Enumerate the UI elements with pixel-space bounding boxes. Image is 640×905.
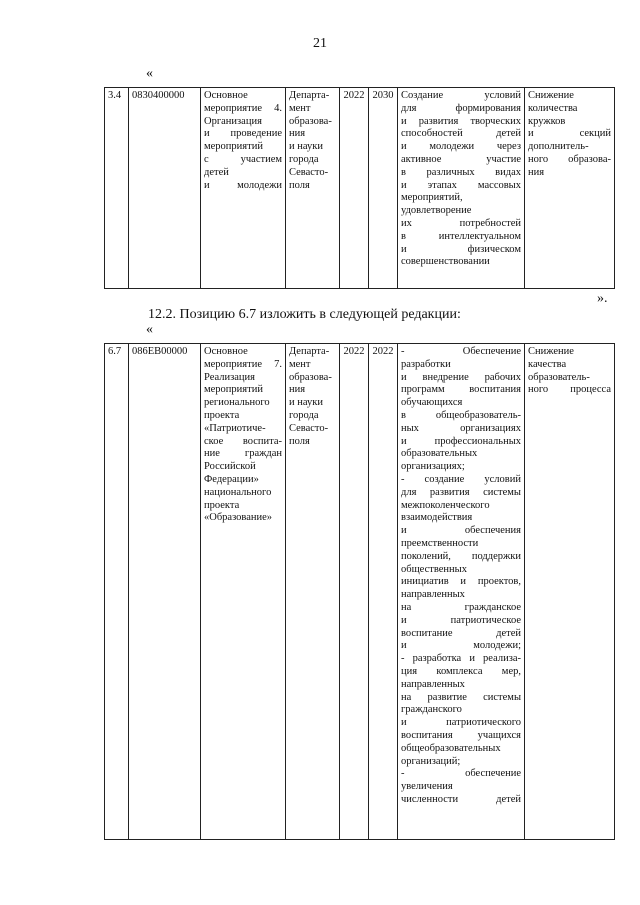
cell-text-line: мероприятие 4. [204, 102, 282, 114]
cell-text-line: «Образование» [204, 512, 273, 524]
cell-text-line: Создание условий [401, 90, 521, 101]
cell-text-line: активное участие [401, 153, 521, 165]
row-department [286, 88, 340, 289]
cell-text-line: их потребностей [401, 217, 521, 229]
cell-text-line: на развитие системы [401, 691, 521, 703]
cell-text-line: в интеллектуальном [401, 230, 521, 242]
cell-text-line: и физическом [401, 243, 521, 255]
cell-text-line: разработки [401, 358, 451, 370]
cell-text-line: и патриотического [401, 717, 521, 729]
page-number: 21 [313, 36, 327, 51]
cell-text-line: и молодежи; [401, 640, 521, 652]
cell-text-line: ного процесса [528, 384, 611, 396]
row-number: 3.4 [105, 88, 129, 289]
row-number: 6.7 [105, 344, 129, 840]
row-end-year: 2022 [369, 344, 398, 840]
cell-text-line: и обеспечения [401, 525, 521, 537]
cell-text-line: Департа- [289, 90, 330, 101]
cell-text-line: способностей детей [401, 128, 521, 140]
cell-text-line: национального [204, 486, 272, 498]
cell-text-line: мент [289, 358, 311, 370]
cell-text-line: мероприятий, [401, 192, 463, 204]
cell-text-line: направленных [401, 589, 465, 601]
cell-text-line: Российской [204, 461, 256, 473]
cell-text-line: поля [289, 435, 310, 447]
cell-text-line: направленных [401, 678, 465, 690]
table-row [105, 344, 615, 840]
cell-text-line: качества [528, 358, 567, 370]
row-end-year: 2030 [369, 88, 398, 289]
cell-text-line: с участием [204, 153, 282, 165]
cell-text-line: удовлетворение [401, 205, 472, 217]
cell-text-line: дополнитель- [528, 141, 589, 153]
cell-text-line: Реализация [204, 371, 255, 383]
row-code: 0830400000 [129, 88, 201, 289]
cell-text-line: численности детей [401, 793, 521, 805]
cell-text-line: общеобразовательных [401, 742, 501, 754]
cell-text-line: кружков [528, 115, 566, 127]
cell-text-line: Основное [204, 90, 248, 101]
cell-text-line: количества [528, 102, 578, 114]
cell-text-line: «Патриотиче- [204, 422, 266, 434]
row-activity-name [201, 344, 286, 840]
cell-text-line: Севасто- [289, 166, 329, 178]
cell-text-line: и этапах массовых [401, 179, 521, 191]
cell-text-line: мероприятие 7. [204, 358, 282, 370]
cell-text-line: мероприятий [204, 384, 263, 396]
cell-text-line: Организация [204, 115, 262, 127]
cell-text-line: ние граждан [204, 448, 282, 460]
cell-text-line: организациях; [401, 461, 465, 473]
table-row [105, 88, 615, 289]
cell-text-line: детей [204, 166, 229, 178]
cell-text-line: и профессиональных [401, 435, 521, 447]
cell-text-line: Департа- [289, 346, 330, 357]
cell-text-line: гражданского [401, 704, 462, 716]
cell-text-line: - разработка и реализа- [401, 653, 521, 665]
cell-text-line: и молодежи [204, 179, 282, 191]
row-start-year: 2022 [340, 344, 369, 840]
cell-text-line: образовательных [401, 448, 478, 460]
cell-text-line: - обеспечение [401, 768, 521, 780]
cell-text-line: на гражданское [401, 601, 521, 613]
cell-text-line: организаций; [401, 755, 461, 767]
cell-text-line: обучающихся [401, 397, 463, 409]
closing-quote: ». [597, 291, 608, 306]
cell-text-line: ния [289, 128, 306, 140]
cell-text-line: ское воспита- [204, 435, 282, 447]
cell-text-line: Севасто- [289, 422, 329, 434]
cell-text-line: поля [289, 179, 310, 191]
cell-text-line: ных организациях [401, 422, 521, 434]
cell-text-line: ного образова- [528, 153, 611, 165]
cell-text-line: инициатив и проектов, [401, 576, 521, 588]
cell-text-line: и секций [528, 128, 611, 140]
cell-text-line: Федерации» [204, 473, 259, 485]
cell-text-line: образова- [289, 371, 332, 383]
cell-text-line: для формирования [401, 102, 521, 114]
cell-text-line: образова- [289, 115, 332, 127]
cell-text-line: Снижение [528, 346, 574, 357]
cell-text-line: проекта [204, 499, 240, 511]
cell-text-line: ния [528, 166, 545, 178]
table-position-3-4 [104, 87, 615, 289]
cell-text-line: воспитания учащихся [401, 729, 521, 741]
cell-text-line: воспитание детей [401, 627, 521, 639]
cell-text-line: ния [289, 384, 306, 396]
cell-text-line: в различных видах [401, 166, 521, 178]
opening-quote: « [146, 66, 153, 81]
row-activity-name [201, 88, 286, 289]
cell-text-line: города [289, 153, 319, 165]
cell-text-line: - Обеспечение [401, 346, 521, 357]
cell-text-line: образователь- [528, 371, 590, 383]
cell-text-line: и науки [289, 397, 323, 409]
cell-text-line: и внедрение рабочих [401, 371, 521, 383]
cell-text-line: межпоколенческого [401, 499, 490, 511]
cell-text-line: - создание условий [401, 473, 521, 485]
section-heading: 12.2. Позицию 6.7 изложить в следующей редакции: [148, 307, 461, 322]
row-indicator [525, 344, 615, 840]
cell-text-line: и проведение [204, 128, 282, 140]
row-code: 086EB00000 [129, 344, 201, 840]
cell-text-line: и патриотическое [401, 614, 521, 626]
cell-text-line: проекта [204, 409, 240, 421]
opening-quote-2: « [146, 322, 153, 337]
row-expected-result [398, 88, 525, 289]
cell-text-line: Основное [204, 346, 248, 357]
cell-text-line: города [289, 409, 319, 421]
row-expected-result [398, 344, 525, 840]
cell-text-line: программ воспитания [401, 384, 521, 396]
cell-text-line: регионального [204, 397, 270, 409]
cell-text-line: поколений, поддержки [401, 550, 521, 562]
cell-text-line: в общеобразователь- [401, 409, 521, 421]
cell-text-line: взаимодействия [401, 512, 473, 524]
cell-text-line: и науки [289, 141, 323, 153]
row-indicator [525, 88, 615, 289]
cell-text-line: общественных [401, 563, 467, 575]
cell-text-line: ция комплекса мер, [401, 665, 521, 677]
cell-text-line: преемственности [401, 537, 479, 549]
cell-text-line: мент [289, 102, 311, 114]
cell-text-line: для развития системы [401, 486, 521, 498]
cell-text-line: мероприятий [204, 141, 263, 153]
cell-text-line: Снижение [528, 90, 574, 101]
cell-text-line: совершенствовании [401, 256, 490, 268]
row-department [286, 344, 340, 840]
cell-text-line: увеличения [401, 781, 453, 793]
cell-text-line: и молодежи через [401, 141, 521, 153]
row-start-year: 2022 [340, 88, 369, 289]
cell-text-line: и развития творческих [401, 115, 521, 127]
table-position-6-7 [104, 343, 615, 840]
